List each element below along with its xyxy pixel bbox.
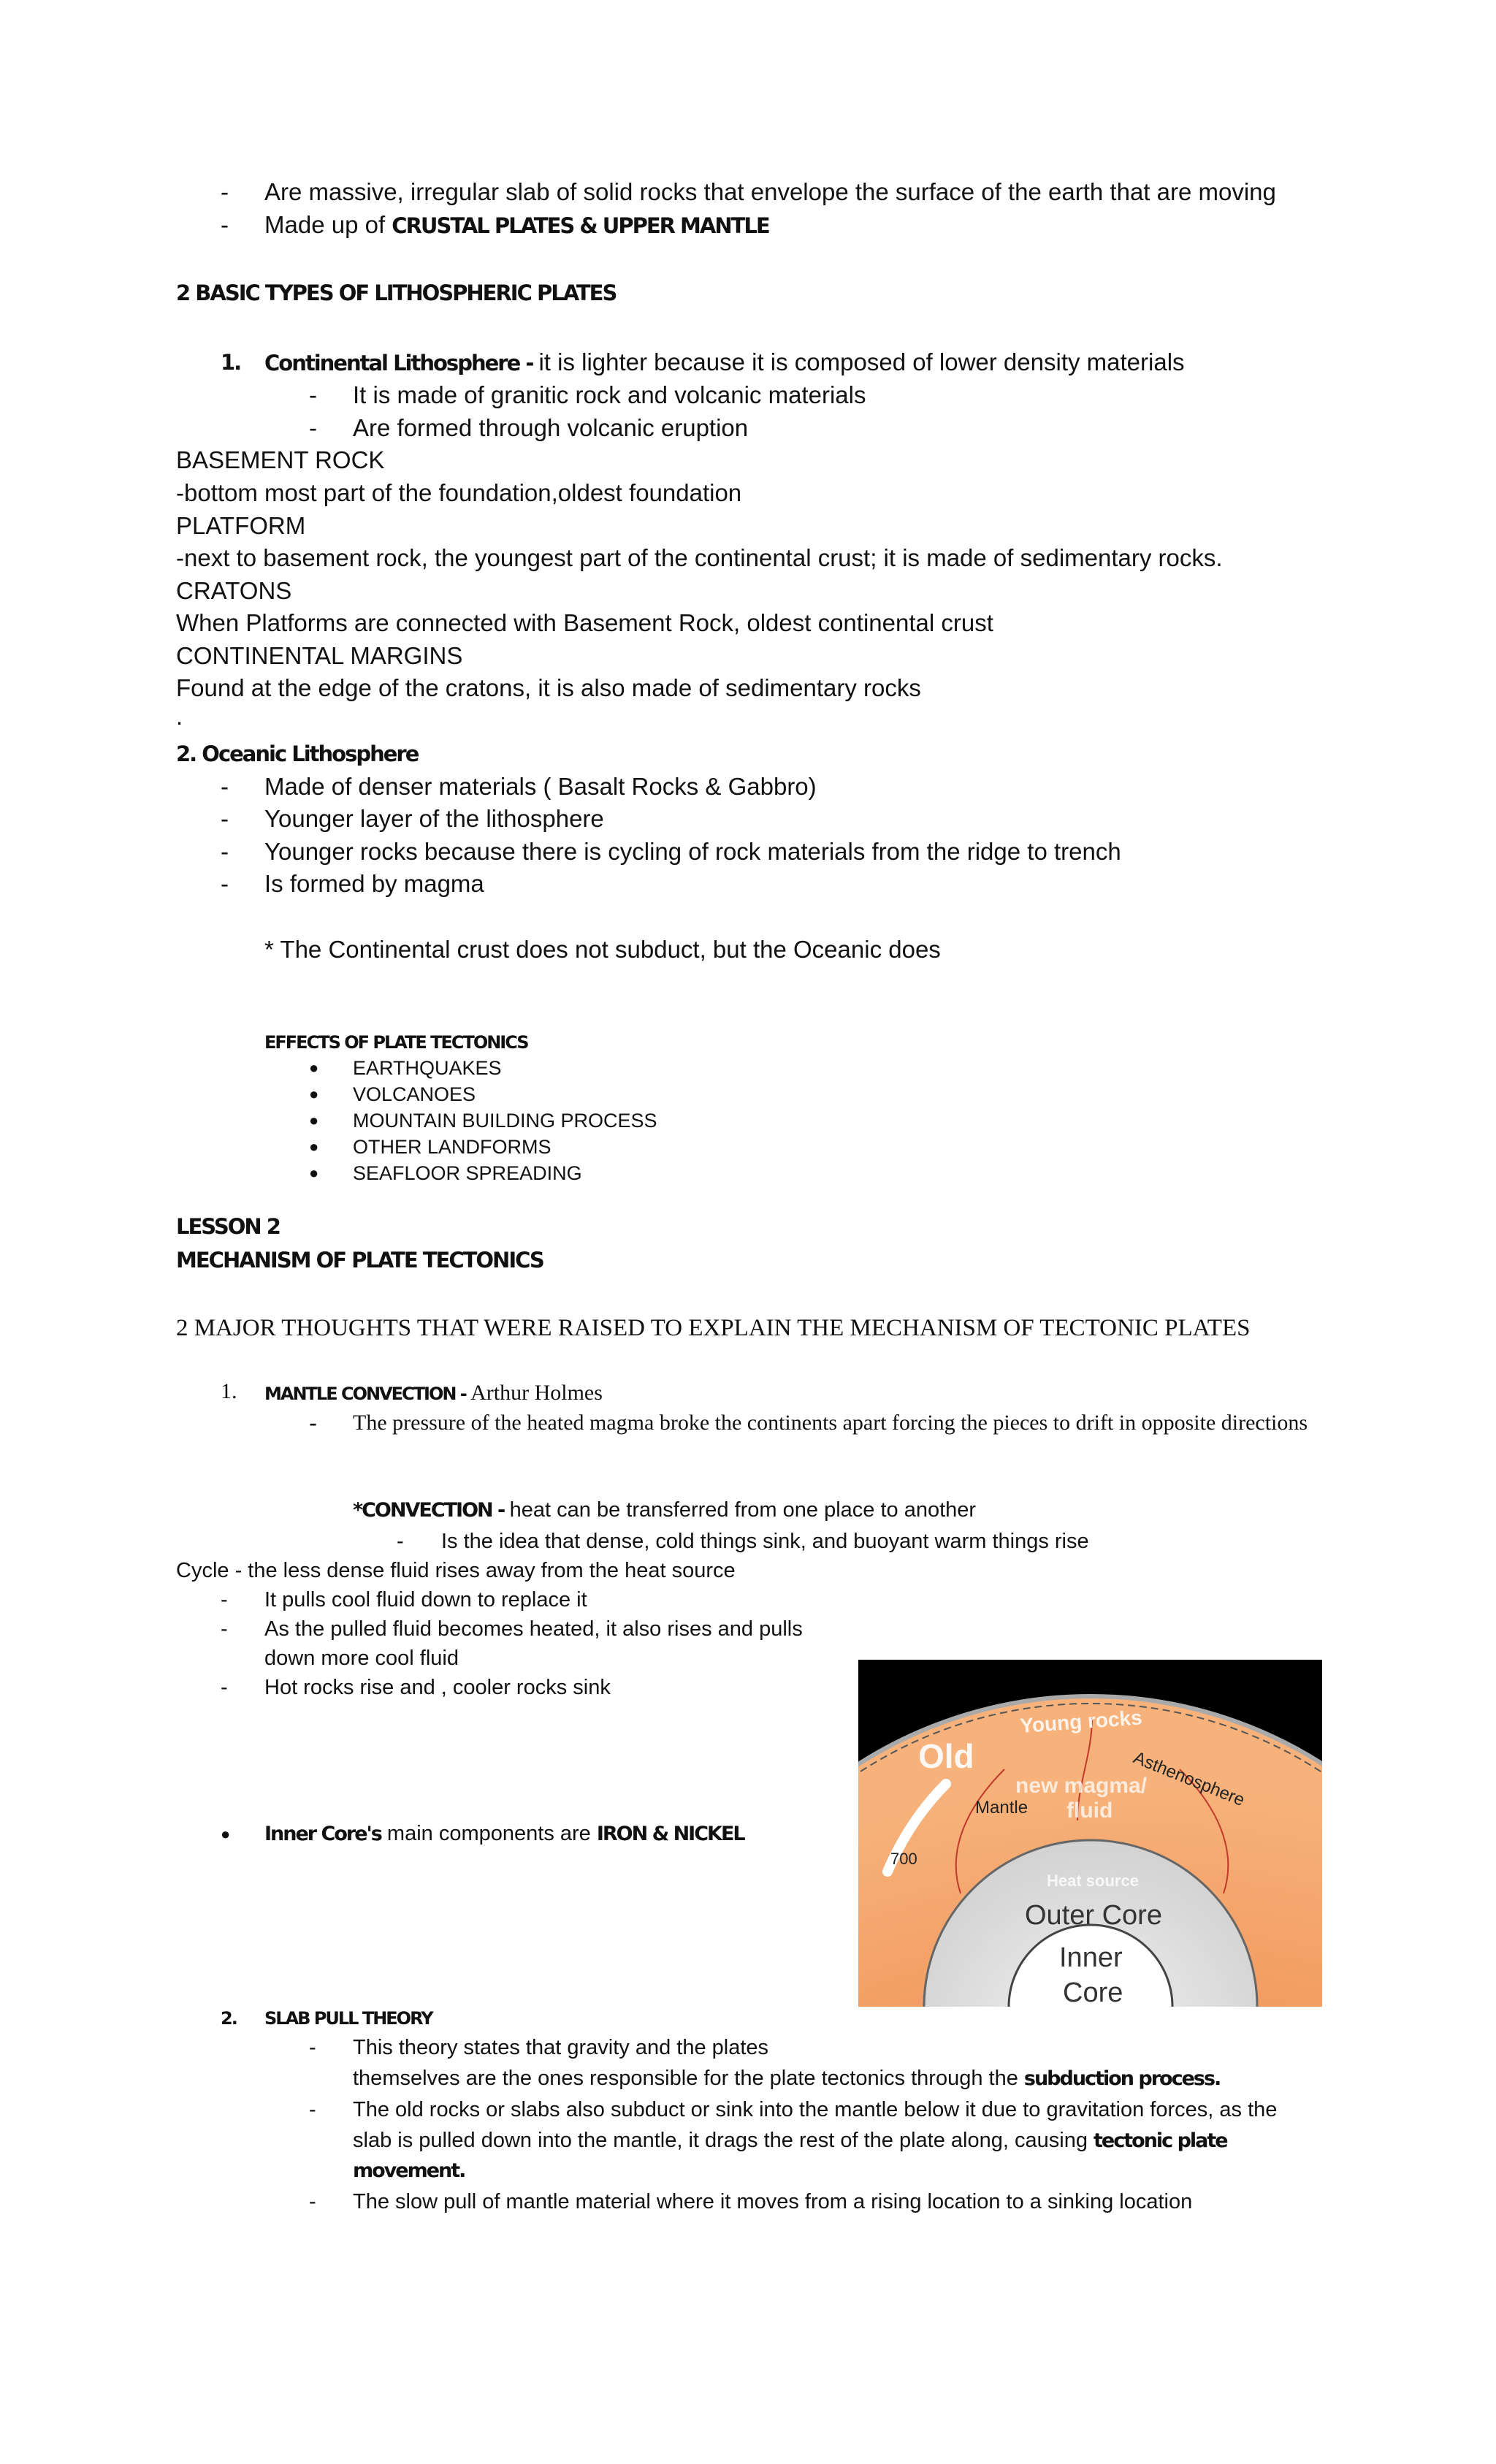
- convection-bullet-cont: down more cool fluid: [264, 1647, 459, 1670]
- mantle-heading: [264, 1377, 603, 1408]
- label-inner: Inner: [1059, 1942, 1123, 1973]
- continental-bullet: It is made of granitic rock and volcanic materials: [353, 381, 866, 408]
- label-new-magma: new magma/: [1015, 1774, 1148, 1798]
- effects-heading: EFFECTS OF PLATE TECTONICS: [264, 1032, 528, 1053]
- dash-marker: -: [309, 2098, 316, 2121]
- slab-bullet-cont: movement.: [353, 2159, 465, 2182]
- types-heading: 2 BASIC TYPES OF LITHOSPHERIC PLATES: [176, 281, 617, 305]
- dash-marker: -: [221, 1676, 228, 1699]
- bullet-dot: ●: [221, 1825, 231, 1843]
- label-mantle: Mantle: [975, 1798, 1028, 1818]
- bold-term: CRUSTAL PLATES & UPPER MANTLE: [392, 213, 769, 238]
- oceanic-bullet: Is formed by magma: [264, 870, 484, 897]
- dash-marker: -: [309, 381, 317, 408]
- effects-item: OTHER LANDFORMS: [353, 1136, 552, 1158]
- slab-heading: SLAB PULL THEORY: [264, 2008, 432, 2029]
- dash-marker: -: [309, 2190, 316, 2213]
- bold-term: IRON & NICKEL: [596, 1823, 744, 1845]
- term-definition: When Platforms are connected with Basement Rock, oldest continental crust: [176, 609, 993, 636]
- stray-period: .: [176, 703, 183, 730]
- term-continental-margins: CONTINENTAL MARGINS: [176, 642, 463, 669]
- slab-bullet: This theory states that gravity and the plates: [353, 2036, 769, 2059]
- bold-term: Inner Core's: [264, 1823, 381, 1845]
- intro-line-2: Made up of CRUSTAL PLATES & UPPER MANTLE: [264, 211, 769, 238]
- intro-line-1: Are massive, irregular slab of solid rocks that envelope the surface of the earth that are moving: [264, 178, 1276, 205]
- dash-marker: -: [221, 1617, 228, 1641]
- effects-item: VOLCANOES: [353, 1083, 476, 1105]
- term-definition: Found at the edge of the cratons, it is also made of sedimentary rocks: [176, 674, 921, 701]
- bullet-dot: ●: [309, 1111, 319, 1129]
- dash-marker: -: [397, 1530, 404, 1553]
- list-number: 2.: [221, 2008, 237, 2029]
- bullet-dot: ●: [309, 1164, 319, 1182]
- dash-marker: -: [221, 211, 229, 238]
- bold-term: tectonic plate: [1094, 2129, 1227, 2152]
- lesson-label: LESSON 2: [176, 1214, 280, 1239]
- dash-marker: -: [309, 2036, 316, 2059]
- label-outer-core: Outer Core: [1025, 1900, 1162, 1931]
- oceanic-bullet: Younger rocks because there is cycling of rock materials from the ridge to trench: [264, 838, 1121, 865]
- list-number: 1.: [221, 1379, 237, 1403]
- dash-marker: -: [221, 805, 229, 832]
- continental-heading: Continental Lithosphere - it is lighter because it is composed of lower density materials: [264, 348, 1185, 375]
- slab-bullet: The old rocks or slabs also subduct or sink into the mantle below it due to gravitation forces, as the: [353, 2098, 1278, 2121]
- core-line: Inner Core's main components are IRON & NICKEL: [264, 1822, 744, 1845]
- label-asthenosphere: Asthenosphere: [1130, 1747, 1248, 1811]
- label-core: Core: [1063, 1977, 1123, 2007]
- convection-sub: Is the idea that dense, cold things sink, and buoyant warm things rise: [441, 1530, 1089, 1553]
- bullet-dot: ●: [309, 1137, 319, 1156]
- convection-cycle: Cycle - the less dense fluid rises away from the heat source: [176, 1559, 736, 1582]
- convection-bullet: As the pulled fluid becomes heated, it also rises and pulls: [264, 1617, 803, 1641]
- label-fluid: fluid: [1066, 1799, 1113, 1823]
- effects-item: MOUNTAIN BUILDING PROCESS: [353, 1110, 657, 1132]
- slab-bullet: The slow pull of mantle material where it moves from a rising location to a sinking location: [353, 2190, 1193, 2213]
- dash-marker: -: [309, 1409, 317, 1436]
- label-depth: 700: [890, 1850, 917, 1868]
- author-name: Arthur Holmes: [470, 1381, 603, 1405]
- dash-marker: -: [221, 773, 229, 800]
- convection-title: *CONVECTION -: [353, 1499, 510, 1522]
- dash-marker: -: [221, 178, 229, 205]
- oceanic-bullet: Younger layer of the lithosphere: [264, 805, 604, 832]
- effects-item: SEAFLOOR SPREADING: [353, 1162, 582, 1184]
- dash-marker: -: [309, 414, 317, 441]
- continental-title: Continental Lithosphere -: [264, 351, 539, 375]
- term-definition: -bottom most part of the foundation,oldest foundation: [176, 479, 742, 506]
- term-basement-rock: BASEMENT ROCK: [176, 446, 385, 473]
- bullet-dot: ●: [309, 1059, 319, 1077]
- dash-marker: -: [221, 870, 229, 897]
- convection-bullet: It pulls cool fluid down to replace it: [264, 1588, 587, 1611]
- term-platform: PLATFORM: [176, 512, 306, 539]
- oceanic-heading: 2. Oceanic Lithosphere: [176, 741, 419, 766]
- list-number: 1.: [221, 350, 241, 375]
- label-old: Old: [918, 1737, 974, 1775]
- mantle-bullet: The pressure of the heated magma broke the continents apart forcing the pieces to drift in opposite directions: [353, 1411, 1308, 1435]
- diagram-svg: [858, 1660, 1322, 2007]
- continental-bullet: Are formed through volcanic eruption: [353, 414, 749, 441]
- slab-bullet-cont: themselves are the ones responsible for the plate tectonics through the subduction process.: [353, 2067, 1221, 2090]
- oceanic-note: * The Continental crust does not subduct, but the Oceanic does: [264, 936, 941, 963]
- bullet-dot: ●: [309, 1085, 319, 1103]
- oceanic-bullet: Made of denser materials ( Basalt Rocks & Gabbro): [264, 773, 817, 800]
- mantle-title: MANTLE CONVECTION -: [264, 1384, 471, 1404]
- thoughts-heading: 2 MAJOR THOUGHTS THAT WERE RAISED TO EXPLAIN THE MECHANISM OF TECTONIC PLATES: [176, 1315, 1251, 1341]
- term-definition: -next to basement rock, the youngest part of the continental crust; it is made of sedimentary rocks.: [176, 544, 1223, 571]
- earth-structure-diagram: [858, 1660, 1322, 2007]
- convection-bullet: Hot rocks rise and , cooler rocks sink: [264, 1676, 611, 1699]
- bold-term: subduction process.: [1023, 2067, 1221, 2090]
- lesson-title: MECHANISM OF PLATE TECTONICS: [176, 1248, 543, 1273]
- dash-marker: -: [221, 838, 229, 865]
- convection-heading: *CONVECTION - heat can be transferred from one place to another: [353, 1498, 977, 1522]
- label-heat-source: Heat source: [1047, 1872, 1139, 1890]
- effects-item: EARTHQUAKES: [353, 1057, 502, 1079]
- dash-marker: -: [221, 1588, 228, 1611]
- term-cratons: CRATONS: [176, 577, 292, 604]
- label-young-rocks: Young rocks: [1019, 1706, 1143, 1737]
- slab-bullet-cont: slab is pulled down into the mantle, it drags the rest of the plate along, causing tectonic plate: [353, 2129, 1227, 2152]
